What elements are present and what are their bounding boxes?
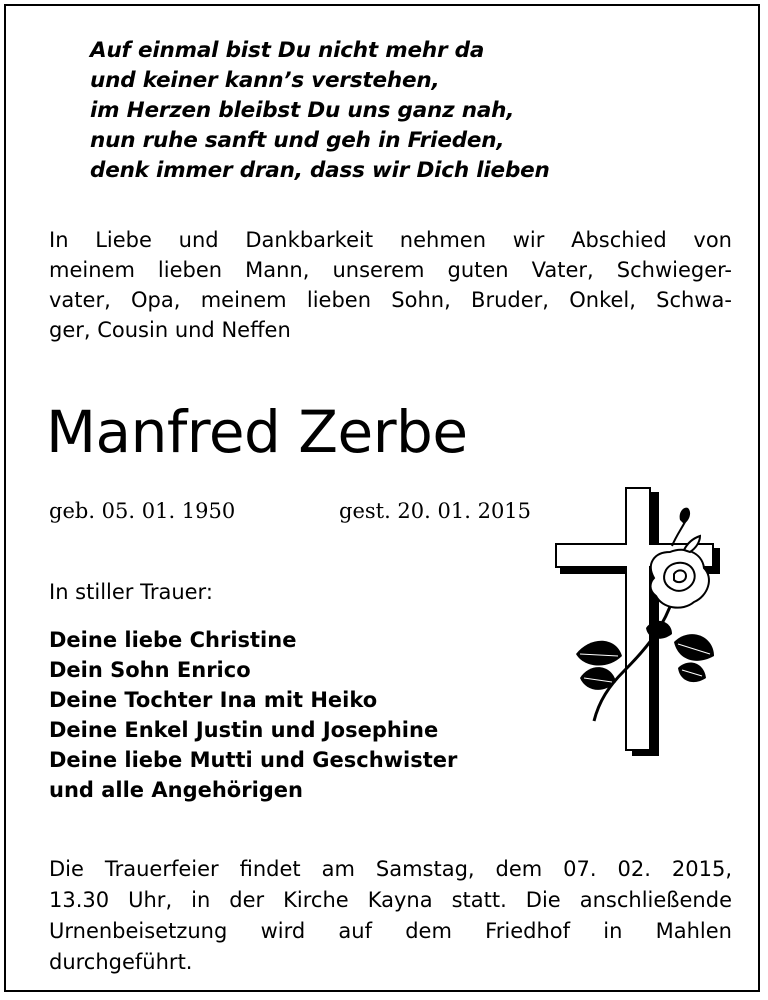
intro-line: meinem lieben Mann, unserem guten Vater, Schwieger- xyxy=(49,258,732,282)
funeral-line: Urnenbeisetzung wird auf dem Friedhof in Mahlen xyxy=(49,919,732,943)
poem-line: Auf einmal bist Du nicht mehr da xyxy=(90,38,485,63)
intro-text xyxy=(49,225,732,345)
funeral-line: durchgeführt. xyxy=(49,950,193,974)
family-member: Deine liebe Mutti und Geschwister xyxy=(49,748,458,772)
family-member: Deine Tochter Ina mit Heiko xyxy=(49,688,378,712)
funeral-line: Die Trauerfeier findet am Samstag, dem 07. 02. 2015, xyxy=(49,857,732,881)
funeral-notice xyxy=(49,854,732,978)
poem-line: denk immer dran, dass wir Dich lieben xyxy=(90,158,550,183)
deceased-name: Manfred Zerbe xyxy=(46,398,468,466)
cross-with-rose-icon xyxy=(554,486,724,761)
intro-line: vater, Opa, meinem lieben Sohn, Bruder, Onkel, Schwa- xyxy=(49,288,732,312)
family-member: und alle Angehörigen xyxy=(49,778,303,802)
family-member: Dein Sohn Enrico xyxy=(49,658,251,682)
poem-line: nun ruhe sanft und geh in Frieden, xyxy=(90,128,505,153)
birth-date: geb. 05. 01. 1950 xyxy=(49,499,236,523)
death-date: gest. 20. 01. 2015 xyxy=(339,499,532,523)
poem-line: im Herzen bleibst Du uns ganz nah, xyxy=(90,98,515,123)
mourning-heading: In stiller Trauer: xyxy=(49,580,213,604)
intro-line: ger, Cousin und Neffen xyxy=(49,318,291,342)
family-member: Deine Enkel Justin und Josephine xyxy=(49,718,439,742)
poem xyxy=(90,36,550,186)
family-list xyxy=(49,625,457,805)
family-member: Deine liebe Christine xyxy=(49,628,297,652)
intro-line: In Liebe und Dankbarkeit nehmen wir Abschied von xyxy=(49,228,732,252)
obituary-frame xyxy=(4,4,760,992)
poem-line: und keiner kann’s verstehen, xyxy=(90,68,440,93)
funeral-line: 13.30 Uhr, in der Kirche Kayna statt. Die anschließende xyxy=(49,888,732,912)
